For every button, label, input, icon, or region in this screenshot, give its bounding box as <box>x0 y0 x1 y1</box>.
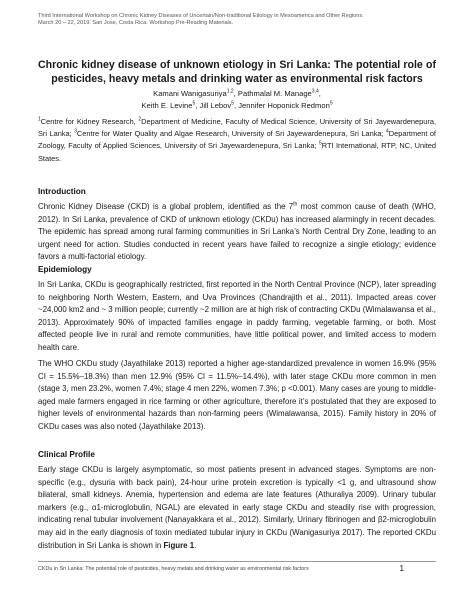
author-name: Keith E. Levine <box>141 100 193 110</box>
page-number: 1 <box>399 564 404 573</box>
affiliation-marker: 2 <box>138 116 142 123</box>
paragraph-text: Early stage CKDu is largely asymptomatic, so most patients present in advanced stages. Symptoms are non-specific (e.g., dysuria with back pain), 24-hour urine protein excretion is typically <1 g, and ultrasound show bilateral, small kidneys. Anemia, hypertension and edema are late features (Athuraliya 2009). Urinary tubular markers (e.g., α1-microglobulin, NGAL) are elevated in early stage CKDu and steadily rise with progression, indicating renal tubular involvement (Nanayakkara et al., 2012). Similarly, Urinary fibrinogen and β2-microglobulin may aid in the early diagnosis of toxin mediated tubular injury in CKDu (Wanigasuriya 2017). The reported CKDu distribution in Sri Lanka is shown in <box>38 465 436 550</box>
introduction-paragraph <box>38 201 436 264</box>
affiliations <box>38 116 436 165</box>
affiliation-marker: 5 <box>318 140 322 147</box>
author-affiliation-marker: 5 <box>192 99 196 106</box>
paper-title: Chronic kidney disease of unknown etiology in Sri Lanka: The potential role of pesticides, heavy metals and drinking water as environmental risk factors <box>38 59 436 85</box>
affiliation-marker: 3 <box>74 128 77 135</box>
epidemiology-paragraph-1: In Sri Lanka, CKDu is geographically restricted, first reported in the North Central Province (NCP), later spreading to neighboring North Western, Eastern, and Uva Provinces (Chandrajith et al., 2011). Impacted areas cover ~24,000 km2 and ~ 3 million people; currently ~2 million are at high risk of contracting CKDu (Wimalawansa et al., 2013). Approximately 90% of impacted families engage in paddy farming, vegetable farming, or both. Most affected people live in rural and remote communities, have little political power, and limited access to modern health care. <box>38 280 436 352</box>
affiliation-text: Centre for Water Quality and Algae Research, University of Sri Jayewardenepura, Sri Lanka; <box>76 129 386 139</box>
epidemiology-paragraph-2: The WHO CKDu study (Jayathilake 2013) reported a higher age-standardized prevalence in women 16.9% (95% CI = 15.5%–18.3%) than men 12.9% (95% CI = 11.5%–14.4%), with later stage CKDu more common in men (stage 3, men 23.2%, women 7.4%; stage 4 men 22%, women 7.3%; p <0.001). Many cases are young to middle-aged male farmers engaged in rice farming or other agriculture, therefore it’s postulated that they are exposed to higher levels of environmental hazards than non-farming peers (Wimalawansa, 2015). Family history in 20% of CKDu cases was also noted (Jayathilake 2013). <box>38 359 436 431</box>
author-affiliation-marker: 1,2 <box>226 88 234 95</box>
running-header-line-1: Third International Workshop on Chronic Kidney Diseases of Uncertain/Non-traditional Etiology in Mesoamerica and Other Regions. <box>38 13 364 19</box>
affiliation-marker: 4 <box>385 128 389 135</box>
author-separator: , <box>195 100 200 110</box>
author-affiliation-marker: 5 <box>329 99 333 106</box>
author-name: Pathmalal M. Manage <box>237 89 312 98</box>
figure-reference[interactable]: Figure 1 <box>163 540 195 550</box>
paragraph-text: Chronic Kidney Disease (CKD) is a global problem, identified as the 7 <box>38 202 294 211</box>
section-heading-epidemiology: Epidemiology <box>38 265 92 274</box>
author-line-2 <box>38 100 436 112</box>
affiliation-text: Centre for Kidney Research, <box>40 117 139 126</box>
author-name: Kamani Wanigasuriya <box>153 89 227 98</box>
running-header <box>38 13 448 28</box>
author-name: Jennifer Hoponick Redmon <box>238 100 330 110</box>
author-list <box>38 88 436 111</box>
ordinal-suffix: th <box>293 201 298 208</box>
affiliation-marker: 1 <box>38 116 41 123</box>
author-line-1 <box>38 88 436 100</box>
footer-running-title: CKDu in Sri Lanka: The potential role of pesticides, heavy metals and drinking water as environmental risk factors <box>38 566 309 572</box>
author-affiliation-marker: 5 <box>231 99 234 106</box>
author-separator: , <box>233 100 239 110</box>
affiliation-text: Department of Medicine, Faculty of Medical Science, University of Sri Jayewardenepura, Sri Lanka; <box>38 117 436 139</box>
paragraph-text: . <box>194 540 197 550</box>
affiliation-text: Department of Zoology, Faculty of Applied Sciences, University of Sri Jayewardenepura, Sri Lanka; <box>38 129 436 151</box>
paragraph-text: most common cause of death (WHO, 2012). In Sri Lanka, prevalence of CKD of unknown etiology (CKDu) has increased alarmingly in recent decades. The epidemic has spread among rural farming communities in Sri Lanka’s North Central Dry Zone, leading to an urgent need for action. Studies conducted in recent years have failed to recognize a single etiology; evidence favors a multi-factorial etiology. <box>38 202 436 262</box>
author-separator: , <box>318 89 321 98</box>
section-heading-clinical-profile: Clinical Profile <box>38 450 95 459</box>
affiliation-text: RTI International, RTP, NC, United States. <box>38 141 436 163</box>
author-separator: , <box>233 89 238 98</box>
clinical-profile-paragraph <box>38 464 436 552</box>
author-affiliation-marker: 3,4 <box>311 88 319 95</box>
author-name: Jill Lebov <box>199 100 232 110</box>
footer-divider <box>38 561 436 562</box>
running-header-line-2: March 20 – 22, 2019. San Jose, Costa Rica. Workshop Pre-Reading Materials. <box>38 20 234 27</box>
section-heading-introduction: Introduction <box>38 187 86 196</box>
